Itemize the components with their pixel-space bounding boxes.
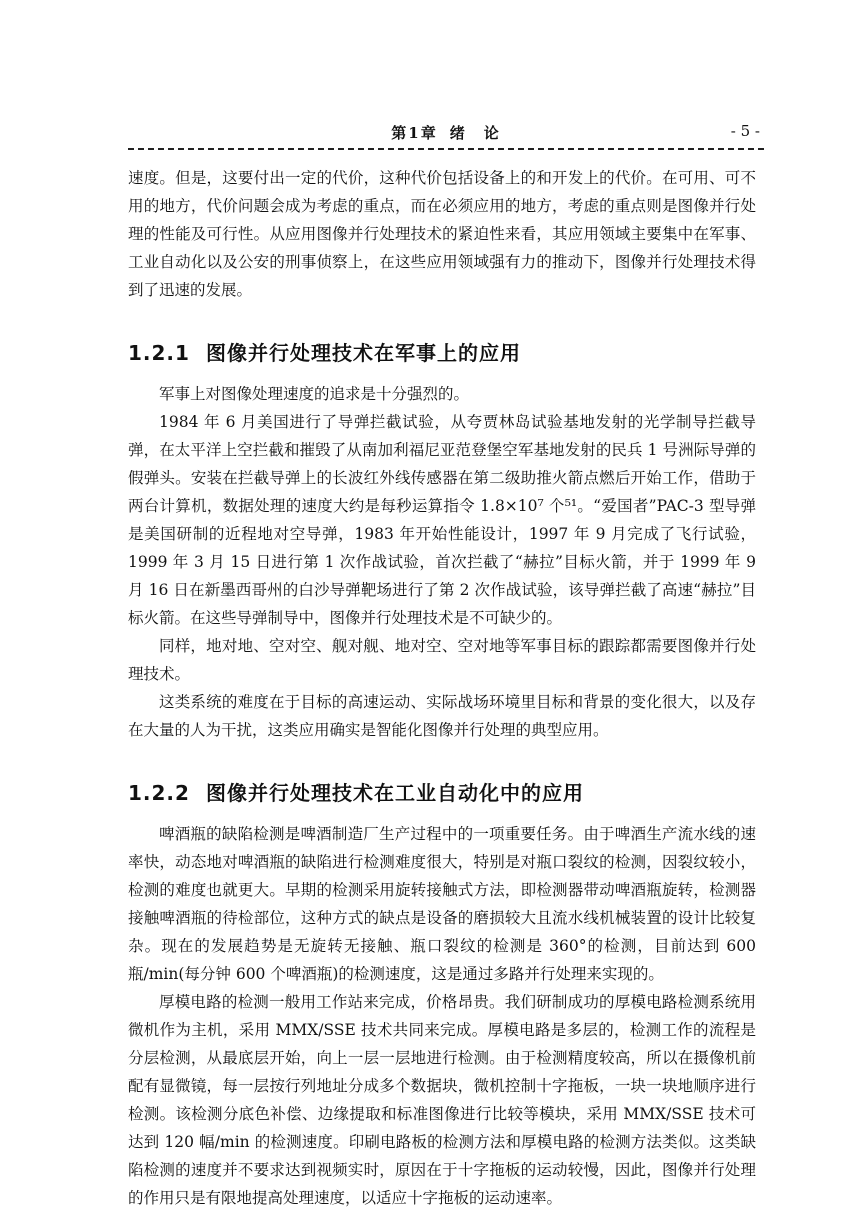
section-heading-1-2-1 [128, 338, 756, 368]
section-number: 1.2.1 [128, 341, 190, 365]
section-title: 图像并行处理技术在工业自动化中的应用 [206, 781, 584, 805]
paragraph: 同样，地对地、空对空、舰对舰、地对空、空对地等军事目标的跟踪都需要图像并行处理技术。 [128, 637, 756, 683]
header-rule [128, 148, 764, 150]
header-title [128, 122, 764, 143]
page-body [128, 164, 756, 1212]
paragraph: 1984 年 6 月美国进行了导弹拦截试验，从夸贾林岛试验基地发射的光学制导拦截导弹，在太平洋上空拦截和摧毁了从南加利福尼亚范登堡空军基地发射的民兵 1 号洲际导弹的假弹头。安装在拦截导弹上的长波红外线传感器在第二级助推火箭点燃后开始工作，借助于两台计算机，数据处理的速度大约是每秒运算指令 1.8×10⁷ 个⁵¹。“爱国者”PAC-3 型导弹是美国研制的近程地对空导弹，1983 年开始性能设计，1997 年 9 月完成了飞行试验，1999 年 3 月 15 日进行第 1 次作战试验，首次拦截了“赫拉”目标火箭，并于 1999 年 9 月 16 日在新墨西哥州的白沙导弹靶场进行了第 2 次作战试验，该导弹拦截了高速“赫拉”目标火箭。在这些导弹制导中，图像并行处理技术是不可缺少的。 [128, 413, 756, 627]
intro-paragraph: 速度。但是，这要付出一定的代价，这种代价包括设备上的和开发上的代价。在可用、可不用的地方，代价问题会成为考虑的重点，而在必须应用的地方，考虑的重点则是图像并行处理的性能及可行性。从应用图像并行处理技术的紧迫性来看，其应用领域主要集中在军事、工业自动化以及公安的刑事侦察上，在这些应用领域强有力的推动下，图像并行处理技术得到了迅速的发展。 [128, 169, 756, 299]
paragraph: 这类系统的难度在于目标的高速运动、实际战场环境里目标和背景的变化很大，以及存在大量的人为干扰，这类应用确实是智能化图像并行处理的典型应用。 [128, 693, 756, 739]
chapter-topic: 绪 论 [449, 124, 501, 142]
page-number: - 5 - [730, 122, 760, 140]
paragraph: 厚模电路的检测一般用工作站来完成，价格昂贵。我们研制成功的厚模电路检测系统用微机作为主机，采用 MMX/SSE 技术共同来完成。厚模电路是多层的，检测工作的流程是分层检测，从最底层开始，向上一层一层地进行检测。由于检测精度较高，所以在摄像机前配有显微镜，每一层按行列地址分成多个数据块，微机控制十字拖板，一块一块地顺序进行检测。该检测分底色补偿、边缘提取和标准图像进行比较等模块，采用 MMX/SSE 技术可达到 120 幅/min 的检测速度。印刷电路板的检测方法和厚模电路的检测方法类似。这类缺陷检测的速度并不要求达到视频实时，原因在于十字拖板的运动较慢，因此，图像并行处理的作用只是有限地提高处理速度，以适应十字拖板的运动速率。 [128, 993, 756, 1207]
section-heading-1-2-2 [128, 778, 756, 808]
paragraph: 军事上对图像处理速度的追求是十分强烈的。 [159, 385, 470, 403]
paragraph: 啤酒瓶的缺陷检测是啤酒制造厂生产过程中的一项重要任务。由于啤酒生产流水线的速率快，动态地对啤酒瓶的缺陷进行检测难度很大，特别是对瓶口裂纹的检测，因裂纹较小，检测的难度也就更大。早期的检测采用旋转接触式方法，即检测器带动啤酒瓶旋转，检测器接触啤酒瓶的待检部位，这种方式的缺点是设备的磨损较大且流水线机械装置的设计比较复杂。现在的发展趋势是无旋转无接触、瓶口裂纹的检测是 360°的检测，目前达到 600 瓶/min(每分钟 600 个啤酒瓶)的检测速度，这是通过多路并行处理来实现的。 [128, 825, 756, 983]
section-title: 图像并行处理技术在军事上的应用 [206, 341, 521, 365]
section-number: 1.2.2 [128, 781, 190, 805]
chapter-label: 第1章 [391, 124, 438, 142]
